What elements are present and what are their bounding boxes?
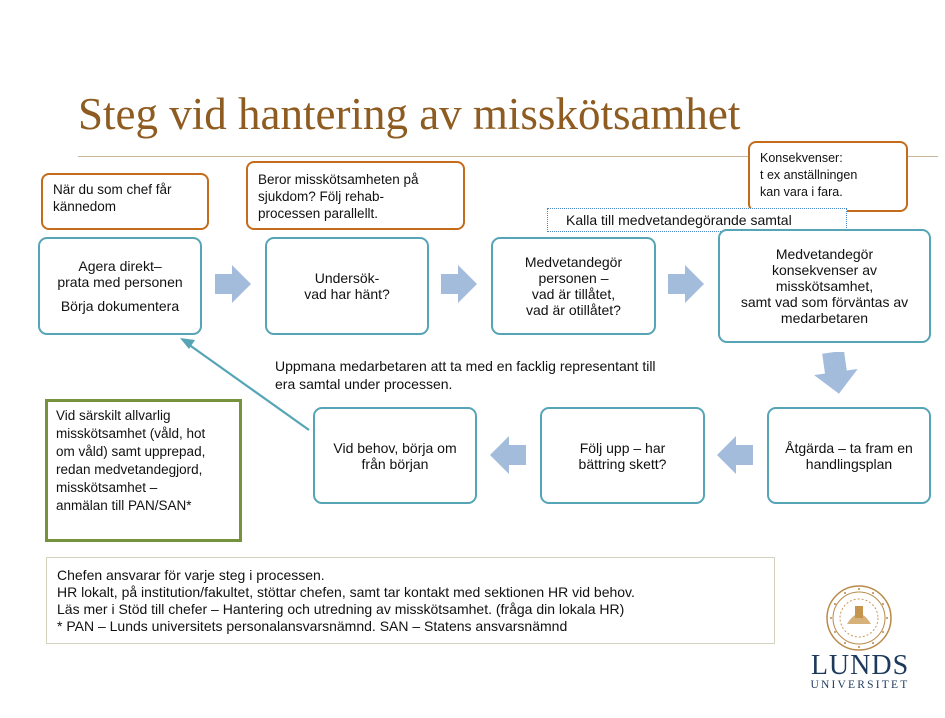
note-facklig-line-2: era samtal under processen. — [275, 376, 453, 392]
footer-line-1: Chefen ansvarar för varje steg i processen. — [57, 567, 325, 583]
note-sjukdom-line-1: Beror misskötsamheten på — [258, 172, 419, 187]
note-allvarlig-line-5: misskötsamhet – — [56, 480, 158, 495]
note-allvarlig-line-4: redan medvetandegjord, — [56, 462, 203, 477]
note-allvarlig-line-3: om våld) samt upprepad, — [56, 444, 206, 459]
note-konsekvenser-line-2: t ex anställningen — [760, 168, 858, 182]
footer-info-box — [46, 557, 775, 644]
step-6-line-2: bättring skett? — [578, 455, 667, 472]
step-5-line-2: handlingsplan — [805, 455, 893, 472]
step-7-line-2: från början — [361, 455, 429, 472]
note-facklig-line-1: Uppmana medarbetaren att ta med en facklig representant till — [275, 358, 656, 374]
step-5-line-1: Åtgärda – ta fram en — [785, 439, 913, 456]
note-kannedom-line-2: kännedom — [53, 199, 117, 214]
step-1-line-1: Agera direkt– — [78, 258, 162, 274]
step-7-line-1: Vid behov, börja om — [333, 439, 457, 456]
note-allvarlig-line-6: anmälan till PAN/SAN* — [56, 498, 192, 513]
note-konsekvenser-line-1: Konsekvenser: — [760, 151, 843, 165]
footer-line-3: Läs mer i Stöd till chefer – Hantering och utredning av misskötsamhet. (fråga din lokala HR) — [57, 601, 625, 617]
footer-line-2: HR lokalt, på institution/fakultet, stöttar chefen, samt tar kontakt med sektionen HR vid behov. — [57, 584, 635, 600]
page-title: Steg vid hantering av misskötsamhet — [78, 89, 741, 139]
step-2-line-1: Undersök- — [314, 270, 380, 286]
step-4-line-2: konsekvenser av — [771, 262, 878, 278]
step-4-line-1: Medvetandegör — [775, 246, 874, 262]
note-sjukdom-line-2: sjukdom? Följ rehab- — [258, 189, 385, 204]
step-6-line-1: Följ upp – har — [579, 439, 666, 456]
step-1-extra: Börja dokumentera — [60, 298, 180, 314]
step-3-line-1: Medvetandegör — [524, 254, 623, 270]
step-4-line-3: misskötsamhet, — [775, 278, 874, 294]
step-3-line-3: vad är tillåtet, — [531, 286, 616, 302]
note-sjukdom-line-3: processen parallellt. — [258, 206, 379, 221]
note-konsekvenser-line-3: kan vara i fara. — [760, 185, 843, 199]
university-seal-logo — [825, 584, 893, 652]
logo-name: LUNDS — [810, 650, 910, 681]
step-3-line-4: vad är otillåtet? — [526, 302, 621, 318]
step-1-line-2: prata med personen — [57, 274, 183, 290]
step-4-line-5: medarbetaren — [780, 310, 869, 326]
step-2-line-2: vad har hänt? — [304, 286, 390, 302]
step-3-line-2: personen – — [538, 270, 609, 286]
logo-subtitle: UNIVERSITET — [810, 679, 910, 691]
note-allvarlig-line-1: Vid särskilt allvarlig — [56, 408, 171, 423]
note-kalla-samtal: Kalla till medvetandegörande samtal — [547, 208, 847, 232]
note-kannedom-line-1: När du som chef får — [53, 182, 172, 197]
note-allvarlig-line-2: misskötsamhet (våld, hot — [56, 426, 206, 441]
footer-line-4: * PAN – Lunds universitets personalansvarsnämnd. SAN – Statens ansvarsnämnd — [57, 618, 568, 634]
step-4-line-4: samt vad som förväntas av — [740, 294, 909, 310]
